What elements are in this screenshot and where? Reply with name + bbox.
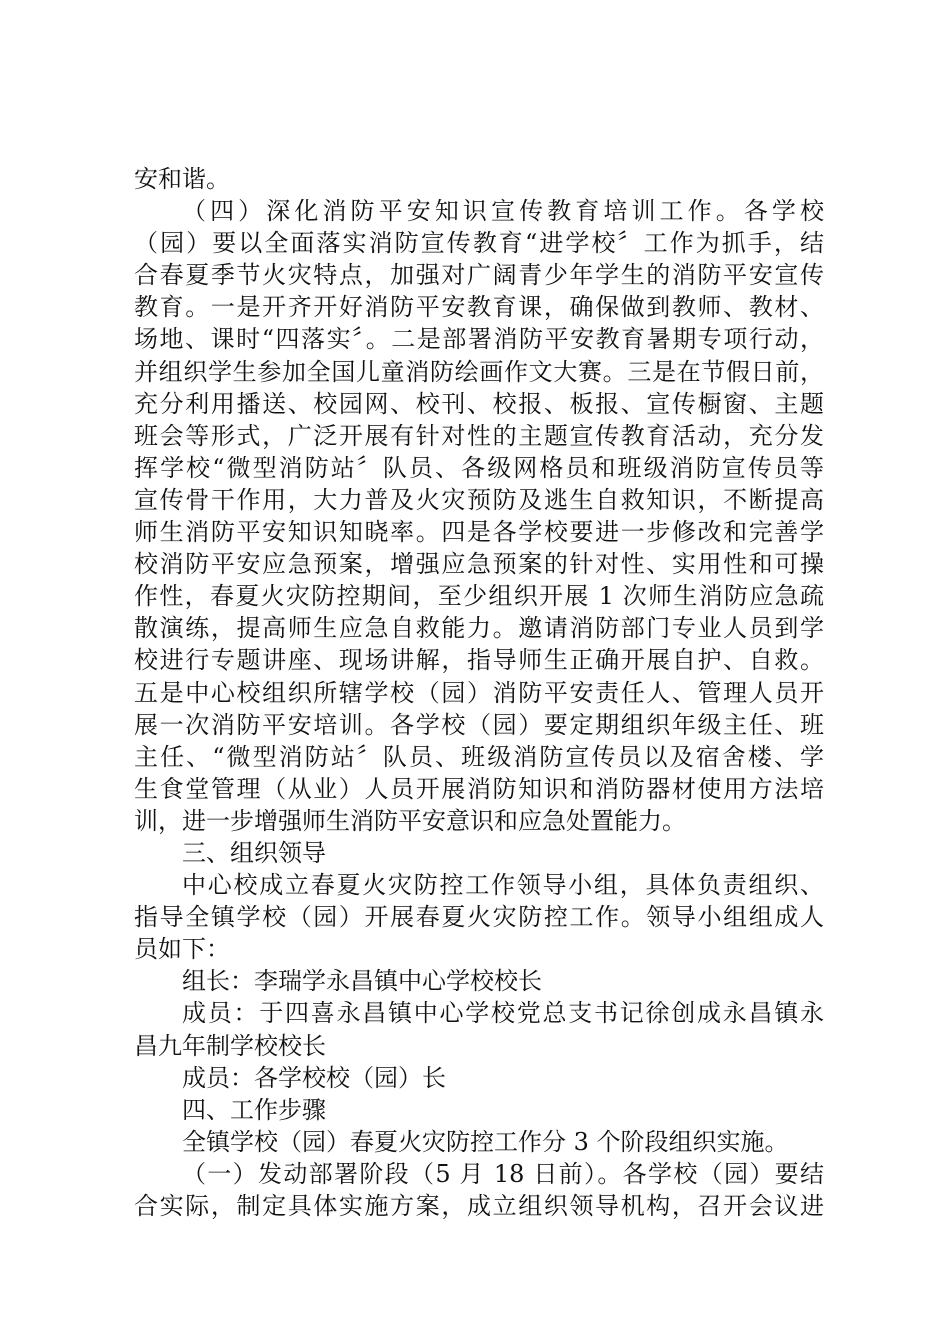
text-line: 作性，春夏火灾防控期间，至少组织开展 1 次师生消防应急疏 [134,582,824,611]
text-line: 展一次消防平安培训。各学校（园）要定期组织年级主任、班 [134,710,824,739]
text-line: （一）发动部署阶段（5 月 18 日前）。各学校（园）要结 [182,1159,824,1188]
text-line: （园）要以全面落实消防宣传教育“进学校〞工作为抓手，结 [134,229,824,258]
text-line: 昌九年制学校校长 [134,1031,326,1060]
text-line: 全镇学校（园）春夏火灾防控工作分 3 个阶段组织实施。 [182,1127,789,1156]
text-line: 中心校成立春夏火灾防控工作领导小组，具体负责组织、 [182,871,824,900]
text-line: 指导全镇学校（园）开展春夏火灾防控工作。领导小组组成人 [134,903,824,932]
text-line: 宣传骨干作用，大力普及火灾预防及逃生自救知识，不断提高 [134,485,824,514]
text-line: 成员：于四喜永昌镇中心学校党总支书记徐创成永昌镇永 [182,999,824,1028]
text-line: 师生消防平安知识知晓率。四是各学校要进一步修改和完善学 [134,518,824,547]
text-line: 班会等形式，广泛开展有针对性的主题宣传教育活动，充分发 [134,421,824,450]
text-line: 场地、课时“四落实〞。二是部署消防平安教育暑期专项行动， [134,325,824,354]
text-line: 生食堂管理（从业）人员开展消防知识和消防器材使用方法培 [134,774,824,803]
text-line: 合春夏季节火灾特点，加强对广阔青少年学生的消防平安宣传 [134,261,824,290]
text-line: 散演练，提高师生应急自救能力。邀请消防部门专业人员到学 [134,614,824,643]
text-line: 组长：李瑞学永昌镇中心学校校长 [182,967,542,996]
text-line: （四）深化消防平安知识宣传教育培训工作。各学校 [182,197,824,226]
text-line: 四、工作步骤 [182,1095,326,1124]
text-line: 成员：各学校校（园）长 [182,1063,446,1092]
text-line: 训，进一步增强师生消防平安意识和应急处置能力。 [134,806,686,835]
text-line: 主任、“微型消防站〞队员、班级消防宣传员以及宿舍楼、学 [134,742,824,771]
text-line: 员如下： [134,935,230,964]
text-line: 校消防平安应急预案，增强应急预案的针对性、实用性和可操 [134,550,824,579]
text-line: 校进行专题讲座、现场讲解，指导师生正确开展自护、自救。 [134,646,824,675]
text-line: 充分利用播送、校园网、校刊、校报、板报、宣传橱窗、主题 [134,389,824,418]
text-line: 教育。一是开齐开好消防平安教育课，确保做到教师、教材、 [134,293,824,322]
body-text [134,163,824,1222]
text-line: 并组织学生参加全国儿童消防绘画作文大赛。三是在节假日前， [134,357,824,386]
text-line: 挥学校“微型消防站〞队员、各级网格员和班级消防宣传员等 [134,453,824,482]
text-line: 五是中心校组织所辖学校（园）消防平安责任人、管理人员开 [134,678,824,707]
text-line: 安和谐。 [134,165,230,193]
text-line: 合实际，制定具体实施方案，成立组织领导机构，召开会议进 [134,1192,824,1220]
text-line: 三、组织领导 [182,838,326,867]
